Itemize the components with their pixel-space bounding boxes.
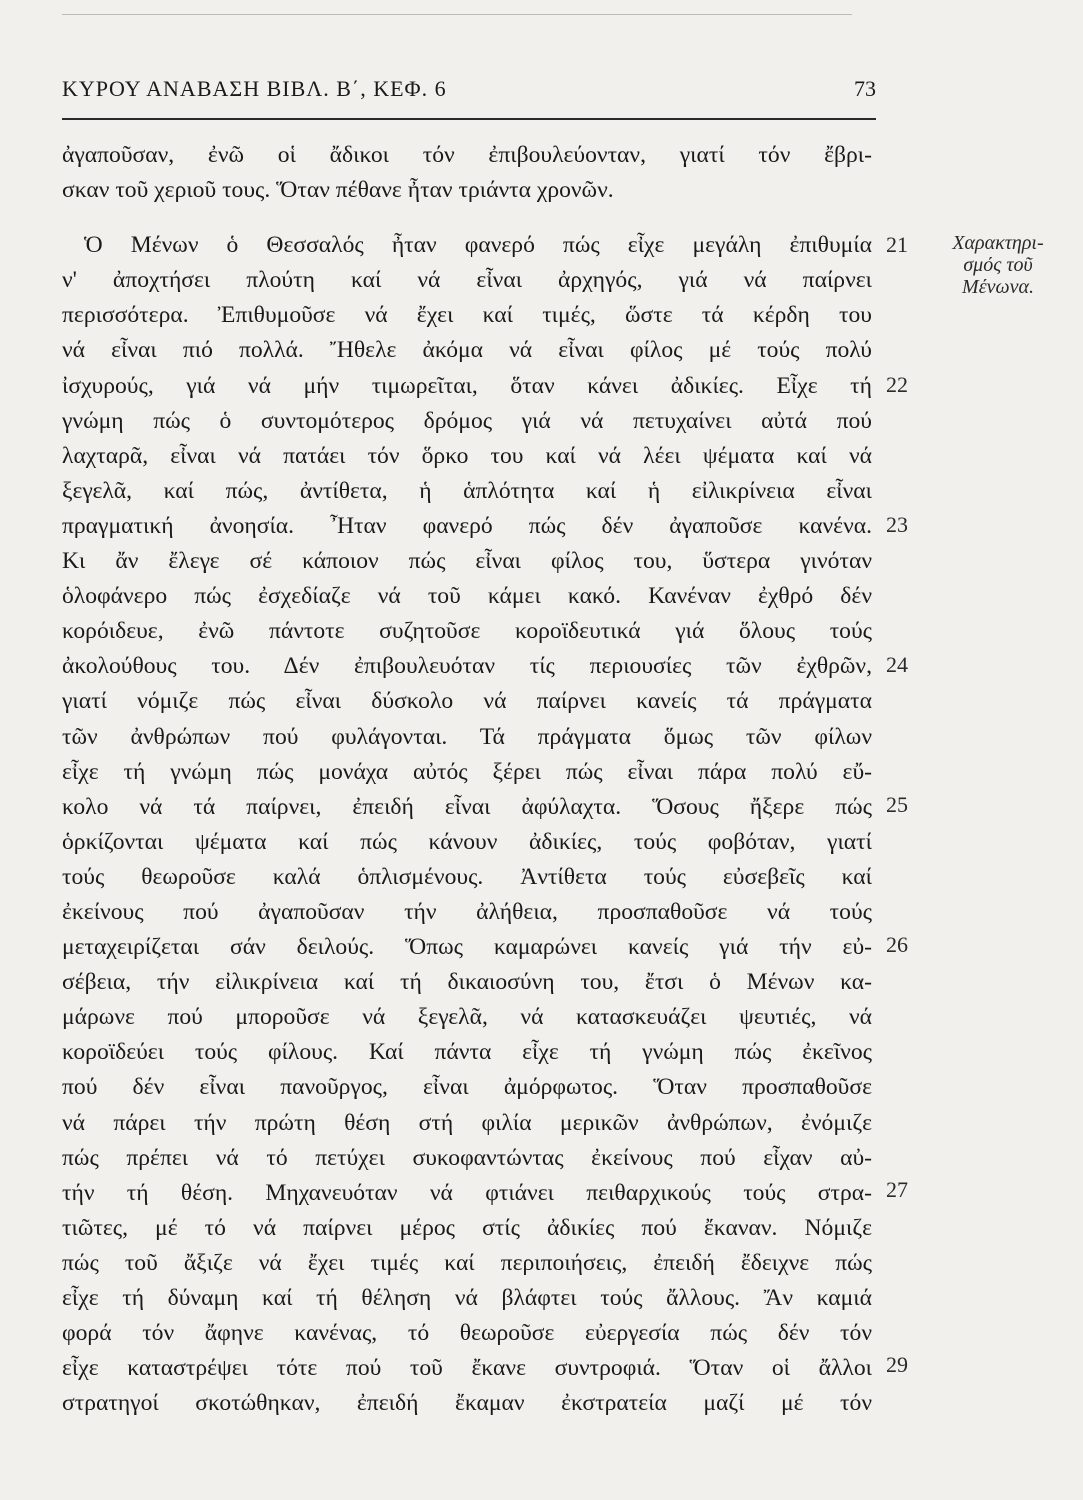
text-line: τιῶτες, μέ τό νά παίρνει μέρος στίς ἀδικίες πού ἔκαναν. Νόμιζε — [62, 1214, 872, 1241]
text-line: πραγματική ἀνοησία. Ἦταν φανερό πώς δέν ἀγαποῦσε κανένα. — [62, 512, 872, 539]
text-line: κορόιδευε, ἐνῶ πάντοτε συζητοῦσε κοροϊδευτικά γιά ὅλους τούς — [62, 618, 872, 645]
text-line: ν' ἀποχτήσει πλούτη καί νά εἶναι ἀρχηγός, γιά νά παίρνει — [62, 267, 872, 294]
text-line: σέβεια, τήν εἰλικρίνεια καί τή δικαιοσύνη του, ἔτσι ὁ Μένων κα- — [62, 969, 872, 996]
text-line: Ὁ Μένων ὁ Θεσσαλός ἦταν φανερό πώς εἶχε μεγάλη ἐπιθυμία — [84, 232, 872, 259]
section-number-29: 29 — [886, 1352, 908, 1377]
text-line: τούς θεωροῦσε καλά ὁπλισμένους. Ἀντίθετα τούς εὐσεβεῖς καί — [62, 863, 872, 890]
margin-note-line: σμός τοῦ — [963, 254, 1033, 276]
text-line: γιατί νόμιζε πώς εἶναι δύσκολο νά παίρνει κανείς τά πράγματα — [62, 688, 872, 715]
section-number-22: 22 — [886, 372, 908, 397]
section-number-24: 24 — [886, 652, 908, 677]
text-line: στρατηγοί σκοτώθηκαν, ἐπειδή ἔκαμαν ἐκστρατεία μαζί μέ τόν — [62, 1390, 872, 1417]
text-line: νά πάρει τήν πρώτη θέση στή φιλία μερικῶν ἀνθρώπων, ἐνόμιζε — [62, 1109, 872, 1136]
text-line: πώς τοῦ ἄξιζε νά ἔχει τιμές καί περιποιήσεις, ἐπειδή ἔδειχνε πώς — [62, 1249, 872, 1276]
text-line: περισσότερα. Ἐπιθυμοῦσε νά ἔχει καί τιμές, ὥστε τά κέρδη του — [62, 302, 872, 329]
text-line: ἀκολούθους του. Δέν ἐπιβουλευόταν τίς περιουσίες τῶν ἐχθρῶν, — [62, 653, 872, 680]
text-line: ἐκείνους πού ἀγαποῦσαν τήν ἀλήθεια, προσπαθοῦσε νά τούς — [62, 898, 872, 925]
text-line: πώς πρέπει νά τό πετύχει συκοφαντώντας ἐκείνους πού εἶχαν αὐ- — [62, 1144, 872, 1171]
text-line: φορά τόν ἄφηνε κανένας, τό θεωροῦσε εὐεργεσία πώς δέν τόν — [62, 1320, 872, 1347]
text-line: εἶχε τή γνώμη πώς μονάχα αὐτός ξέρει πώς εἶναι πάρα πολύ εὔ- — [62, 758, 872, 785]
text-line: μάρωνε πού μποροῦσε νά ξεγελᾶ, νά κατασκευάζει ψευτιές, νά — [62, 1004, 872, 1031]
text-line: γνώμη πώς ὁ συντομότερος δρόμος γιά νά πετυχαίνει αὐτά πού — [62, 407, 872, 434]
bleed-through-rule — [62, 14, 852, 15]
text-line: σκαν τοῦ χεριοῦ τους. Ὅταν πέθανε ἦταν τριάντα χρονῶν. — [62, 177, 614, 204]
section-number-25: 25 — [886, 792, 908, 817]
section-number-26: 26 — [886, 932, 908, 957]
page-number: 73 — [854, 76, 876, 101]
text-line: νά εἶναι πιό πολλά. Ἤθελε ἀκόμα νά εἶναι φίλος μέ τούς πολύ — [62, 337, 872, 364]
running-header — [62, 70, 876, 110]
text-line: Κι ἄν ἔλεγε σέ κάποιον πώς εἶναι φίλος του, ὕστερα γινόταν — [62, 548, 872, 575]
margin-note-line: Μένωνα. — [962, 276, 1034, 298]
text-line: τήν τή θέση. Μηχανευόταν νά φτιάνει πειθαρχικούς τούς στρα- — [62, 1179, 872, 1206]
text-line: πού δέν εἶναι πανοῦργος, εἶναι ἀμόρφωτος. Ὅταν προσπαθοῦσε — [62, 1074, 872, 1101]
text-line: ἀγαποῦσαν, ἐνῶ οἱ ἄδικοι τόν ἐπιβουλεύονταν, γιατί τόν ἔβρι- — [62, 142, 872, 168]
margin-note — [928, 232, 1068, 298]
text-line: ὁρκίζονται ψέματα καί πώς κάνουν ἀδικίες, τούς φοβόταν, γιατί — [62, 828, 872, 855]
text-line: μεταχειρίζεται σάν δειλούς. Ὅπως καμαρώνει κανείς γιά τήν εὐ- — [62, 934, 872, 961]
margin-note-line: Χαρακτηρι- — [952, 232, 1044, 254]
section-number-27: 27 — [886, 1177, 908, 1202]
text-line: ἰσχυρούς, γιά νά μήν τιμωρεῖται, ὅταν κάνει ἀδικίες. Εἶχε τή — [62, 372, 872, 399]
text-line: λαχταρᾶ, εἶναι νά πατάει τόν ὅρκο του καί νά λέει ψέματα καί νά — [62, 442, 872, 469]
running-header-title: ΚΥΡΟΥ ΑΝΑΒΑΣΗ ΒΙΒΛ. Β΄, ΚΕΦ. 6 — [62, 76, 447, 101]
paragraph-continued — [62, 138, 872, 208]
header-rule — [62, 118, 876, 120]
text-line: εἶχε τή δύναμη καί τή θέληση νά βλάφτει τούς ἄλλους. Ἄν καμιά — [62, 1285, 872, 1311]
section-number-23: 23 — [886, 512, 908, 537]
text-line: κολο νά τά παίρνει, ἐπειδή εἶναι ἀφύλαχτα. Ὅσους ἤξερε πώς — [62, 793, 872, 820]
text-line: τῶν ἀνθρώπων πού φυλάγονται. Τά πράγματα ὅμως τῶν φίλων — [62, 723, 872, 750]
body-text — [62, 138, 872, 1421]
section-number-21: 21 — [886, 232, 908, 257]
text-line: ξεγελᾶ, καί πώς, ἀντίθετα, ἡ ἁπλότητα καί ἡ εἰλικρίνεια εἶναι — [62, 477, 872, 504]
text-line: εἶχε καταστρέψει τότε πού τοῦ ἔκανε συντροφιά. Ὅταν οἱ ἄλλοι — [62, 1355, 872, 1382]
paragraph-menon — [62, 228, 872, 1421]
text-line: κοροϊδεύει τούς φίλους. Καί πάντα εἶχε τή γνώμη πώς ἐκεῖνος — [62, 1039, 872, 1066]
text-line: ὁλοφάνερο πώς ἐσχεδίαζε νά τοῦ κάμει κακό. Κανέναν ἐχθρό δέν — [62, 583, 872, 610]
